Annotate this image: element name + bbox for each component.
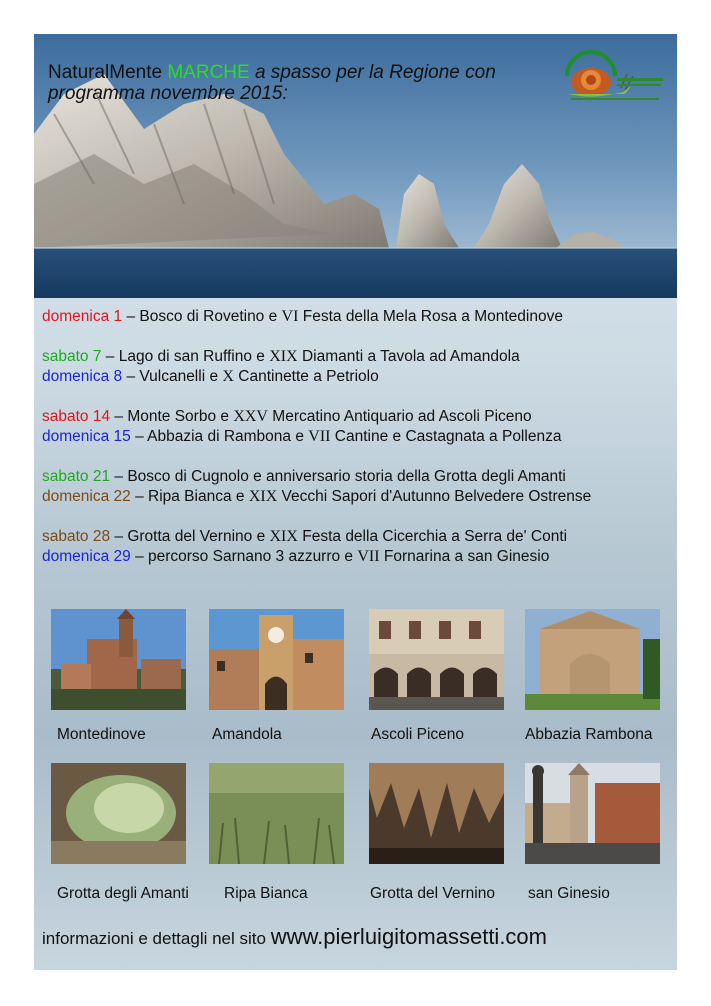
title-line2: programma novembre 2015: — [48, 83, 288, 104]
photo-abbazia-rambona — [525, 609, 660, 710]
event-text-end: Festa della Cicerchia a Serra de' Conti — [297, 528, 568, 545]
caption-montedinove: Montedinove — [57, 726, 146, 743]
event-row — [42, 547, 677, 567]
event-row — [42, 487, 677, 507]
event-day: domenica 29 — [42, 548, 131, 565]
event-edition: XIX — [248, 488, 278, 505]
event-row — [42, 367, 677, 387]
photo-grotta-del-vernino — [369, 763, 504, 864]
photo-san-ginesio — [525, 763, 660, 864]
caption-grotta-del-vernino: Grotta del Vernino — [370, 885, 495, 902]
photo-ascoli-piceno — [369, 609, 504, 710]
event-edition: XIX — [269, 528, 298, 545]
event-text-end: Festa della Mela Rosa a Montedinove — [298, 308, 563, 325]
event-text-end: Mercatino Antiquario ad Ascoli Piceno — [267, 408, 532, 425]
event-text: – percorso Sarnano 3 azzurro e — [130, 548, 358, 565]
event-row — [42, 307, 677, 327]
caption-grotta-degli-amanti: Grotta degli Amanti — [57, 885, 189, 902]
caption-ascoli-piceno: Ascoli Piceno — [371, 726, 465, 743]
snail-logo — [561, 48, 665, 102]
caption-ripa-bianca: Ripa Bianca — [224, 885, 308, 902]
event-row — [42, 527, 677, 547]
caption-amandola: Amandola — [212, 726, 282, 743]
event-text-end: Diamanti a Tavola ad Amandola — [297, 348, 520, 365]
photo-montedinove — [51, 609, 186, 710]
caption-abbazia-rambona: Abbazia Rambona — [525, 726, 653, 743]
event-day: domenica 8 — [42, 368, 123, 385]
title-accent: MARCHE — [167, 62, 250, 83]
title-part1: NaturalMente — [48, 62, 168, 83]
event-text: – Grotta del Vernino e — [110, 528, 270, 545]
event-day: sabato 14 — [42, 408, 111, 425]
event-row — [42, 467, 677, 487]
event-text: – Abbazia di Rambona e — [130, 428, 309, 445]
event-day: sabato 28 — [42, 528, 111, 545]
event-edition: VII — [308, 428, 331, 445]
event-edition: XXV — [233, 408, 268, 425]
event-schedule — [42, 307, 677, 567]
event-text: – Ripa Bianca e — [130, 488, 249, 505]
event-text: – Vulcanelli e — [122, 368, 223, 385]
footer — [42, 924, 547, 950]
event-day: sabato 21 — [42, 468, 111, 485]
event-text: – Lago di san Ruffino e — [101, 348, 270, 365]
event-row — [42, 407, 677, 427]
title-part2: a spasso per la Regione con — [249, 62, 496, 83]
event-day: domenica 15 — [42, 428, 131, 445]
event-text-end: Vecchi Sapori d'Autunno Belvedere Ostrense — [277, 488, 592, 505]
caption-san-ginesio: san Ginesio — [528, 885, 610, 902]
event-edition: VI — [281, 308, 299, 325]
event-row — [42, 347, 677, 367]
event-text: – Monte Sorbo e — [110, 408, 234, 425]
event-edition: VII — [357, 548, 380, 565]
poster — [34, 34, 677, 970]
event-text: – Bosco di Cugnolo e anniversario storia della Grotta degli Amanti — [110, 468, 566, 485]
photo-grotta-degli-amanti — [51, 763, 186, 864]
event-day: sabato 7 — [42, 348, 102, 365]
event-text-end: Cantinette a Petriolo — [233, 368, 379, 385]
event-edition: XIX — [269, 348, 298, 365]
photo-ripa-bianca — [209, 763, 344, 864]
event-day: domenica 1 — [42, 308, 123, 325]
event-text-end: Cantine e Castagnata a Pollenza — [330, 428, 562, 445]
photo-amandola — [209, 609, 344, 710]
event-text: – Bosco di Rovetino e — [122, 308, 282, 325]
website-link[interactable]: www.pierluigitomassetti.com — [270, 924, 547, 949]
event-text-end: Fornarina a san Ginesio — [379, 548, 550, 565]
footer-label: informazioni e dettagli nel sito — [42, 929, 271, 948]
event-edition: X — [222, 368, 234, 385]
event-row — [42, 427, 677, 447]
poster-title — [48, 62, 568, 104]
event-day: domenica 22 — [42, 488, 131, 505]
